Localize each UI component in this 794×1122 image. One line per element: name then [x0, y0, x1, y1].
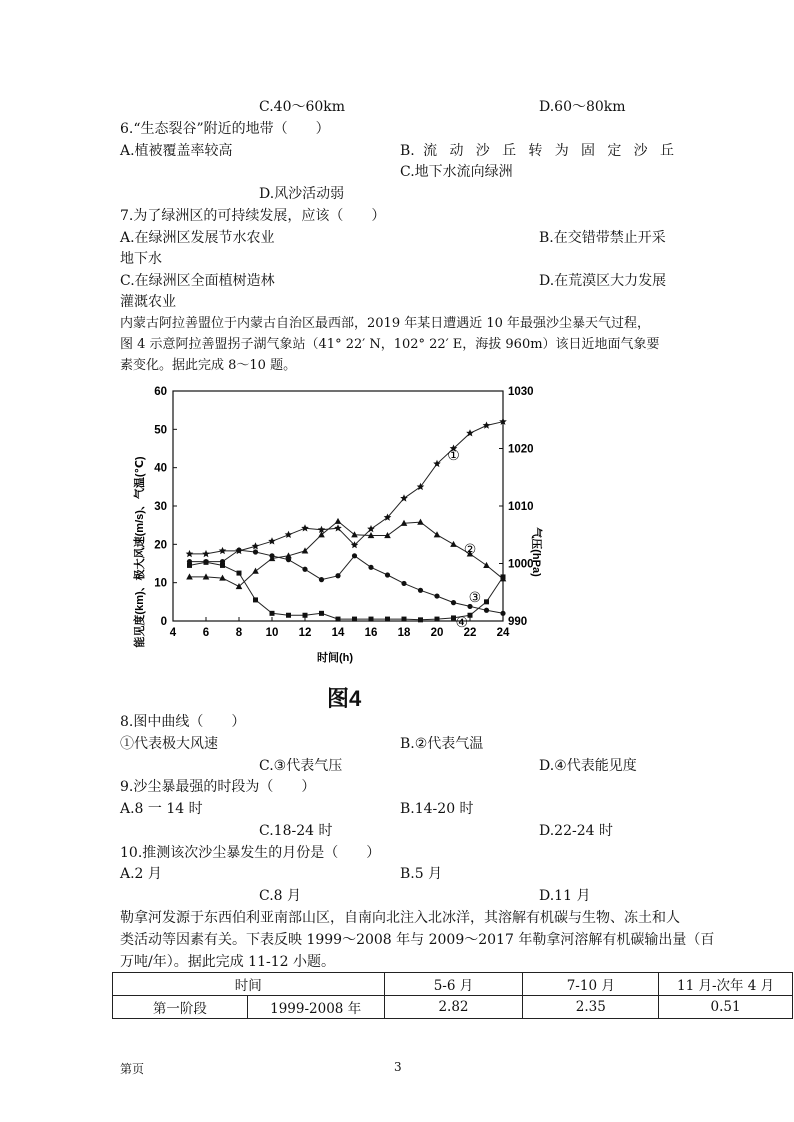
table-header-cell: 时间	[113, 973, 385, 996]
q8-option-d: D.④代表能见度	[539, 758, 637, 774]
doc-export-table	[112, 972, 793, 1019]
data-point	[270, 611, 275, 616]
y-tick-label: 0	[160, 616, 167, 628]
data-point	[335, 573, 340, 578]
data-point	[451, 600, 456, 605]
data-point	[252, 542, 260, 549]
y2-tick-label: 990	[508, 616, 528, 628]
footer-label: 第页	[120, 1062, 145, 1076]
q7-option-c: C.在绿洲区全面植树造林	[120, 273, 275, 289]
page-number: 3	[394, 1060, 402, 1074]
data-point	[435, 617, 440, 622]
data-point	[484, 608, 489, 613]
data-point	[400, 494, 408, 501]
data-point	[368, 565, 373, 570]
figure-caption: 图4	[327, 686, 362, 711]
q10-option-b: B.5 月	[400, 866, 443, 882]
q8-option-c: C.③代表气压	[259, 758, 343, 774]
intro-paragraph-line-3: 素变化。据此完成 8～10 题。	[120, 358, 297, 373]
x-tick-label: 20	[430, 627, 444, 639]
chart-series	[186, 418, 507, 630]
data-point	[253, 597, 258, 602]
q8-option-b: B.②代表气温	[400, 736, 484, 752]
series-circle	[187, 547, 506, 615]
data-point	[385, 617, 390, 622]
q5-option-d: D.60～80km	[539, 99, 626, 115]
x-tick-label: 24	[496, 627, 510, 639]
lena-paragraph-line-1: 勒拿河发源于东西伯利亚南部山区，自南向北注入北冰洋，其溶解有机碳与生物、冻土和人	[120, 910, 680, 926]
data-point	[501, 574, 506, 579]
data-point	[418, 617, 423, 622]
y-tick-label: 10	[154, 577, 167, 590]
q6-option-c: C.地下水流向绿洲	[400, 164, 513, 180]
data-point	[220, 563, 225, 568]
data-point	[402, 617, 407, 622]
lena-paragraph-line-2: 类活动等因素有关。下表反映 1999～2008 年与 2009～2017 年勒拿河溶解有机碳输出量（百	[120, 932, 715, 948]
series-line	[190, 550, 504, 613]
x-tick-label: 18	[397, 627, 411, 639]
data-point	[237, 571, 242, 576]
plot-frame	[173, 391, 503, 621]
table-header-row	[113, 973, 793, 996]
q10-option-c: C.8 月	[259, 888, 302, 904]
data-point	[450, 541, 457, 547]
data-point	[418, 588, 423, 593]
y-tick-label: 40	[154, 462, 167, 475]
data-point	[187, 563, 192, 568]
series-star	[186, 418, 507, 558]
y2-tick-label: 1010	[508, 501, 534, 513]
y2-axis-label: 气压(hPa)	[530, 527, 542, 577]
data-point	[286, 557, 291, 562]
q6-option-d: D.风沙活动弱	[259, 186, 345, 202]
data-point	[484, 599, 489, 604]
table-row	[113, 996, 793, 1019]
y-tick-label: 20	[154, 539, 167, 552]
q7-option-b: B.在交错带禁止开采	[539, 230, 666, 246]
data-point	[318, 531, 325, 537]
series-line	[190, 521, 504, 586]
table-cell: 2.82	[384, 996, 523, 1019]
q7-option-b-cont: 地下水	[120, 251, 162, 267]
x-tick-label: 16	[364, 627, 378, 639]
data-point	[434, 531, 441, 537]
series-label: ④	[455, 613, 469, 630]
data-point	[303, 613, 308, 618]
y2-tick-label: 1020	[508, 443, 534, 456]
data-point	[219, 547, 227, 554]
data-point	[483, 422, 491, 429]
q10-option-d: D.11 月	[539, 888, 591, 904]
data-point	[202, 550, 210, 557]
y-tick-label: 30	[154, 501, 167, 513]
table-cell: 第一阶段	[113, 996, 248, 1019]
y2-tick-label: 1030	[508, 386, 534, 398]
q5-option-c: C.40～60km	[259, 99, 346, 115]
data-point	[417, 519, 424, 525]
data-point	[351, 531, 358, 537]
q10-stem: 10.推测该次沙尘暴发生的月份是（ ）	[120, 845, 381, 861]
table-header-cell: 11 月-次年 4 月	[659, 973, 793, 996]
data-point	[186, 550, 194, 557]
x-tick-label: 6	[202, 627, 210, 639]
data-point	[253, 549, 258, 554]
table-header-cell: 5-6 月	[384, 973, 523, 996]
data-point	[301, 524, 309, 531]
q9-option-d: D.22-24 时	[539, 823, 613, 839]
data-point	[500, 611, 505, 616]
data-point	[352, 617, 357, 622]
q7-stem: 7.为了绿洲区的可持续发展，应该（ ）	[120, 208, 386, 224]
q9-option-c: C.18-24 时	[259, 823, 333, 839]
x-tick-label: 10	[265, 627, 279, 639]
data-point	[434, 593, 439, 598]
q7-option-a: A.在绿洲区发展节水农业	[120, 230, 275, 246]
data-point	[286, 613, 291, 618]
data-point	[285, 531, 293, 538]
q6-option-a: A.植被覆盖率较高	[120, 143, 233, 159]
q6-option-b: B. 流 动 沙 丘 转 为 固 定 沙 丘	[400, 143, 674, 159]
data-point	[319, 611, 324, 616]
series-label: ①	[447, 447, 460, 463]
data-point	[268, 537, 276, 544]
data-point	[335, 518, 342, 524]
y-tick-label: 60	[154, 386, 167, 398]
q8-stem: 8.图中曲线（ ）	[120, 714, 246, 730]
lena-paragraph-line-3: 万吨/年）。据此完成 11-12 小题。	[120, 954, 335, 970]
series-line	[190, 422, 504, 554]
q9-option-b: B.14-20 时	[400, 801, 474, 817]
weather-chart	[128, 380, 558, 670]
data-point	[468, 613, 473, 618]
series-label: ③	[468, 588, 482, 605]
y-tick-label: 50	[154, 424, 167, 437]
q9-stem: 9.沙尘暴最强的时段为（ ）	[120, 779, 316, 795]
x-tick-label: 14	[331, 627, 345, 639]
q6-stem: 6.“生态裂谷”附近的地带（ ）	[120, 121, 330, 137]
x-tick-label: 8	[235, 627, 243, 639]
x-tick-label: 4	[169, 627, 177, 639]
data-point	[483, 562, 490, 568]
data-point	[302, 567, 307, 572]
table-header-cell: 7-10 月	[523, 973, 659, 996]
y-axis-label: 能见度(km)、极大风速(m/s)、气温(℃)	[134, 456, 146, 648]
data-point	[352, 553, 357, 558]
data-point	[252, 568, 259, 574]
table-cell: 2.35	[523, 996, 659, 1019]
x-tick-label: 22	[463, 627, 477, 639]
x-tick-label: 12	[298, 627, 312, 639]
intro-paragraph-line-1: 内蒙古阿拉善盟位于内蒙古自治区最西部，2019 年某日遭遇近 10 年最强沙尘暴天气过程，	[120, 316, 651, 331]
data-point	[319, 577, 324, 582]
x-axis-label: 时间(h)	[316, 652, 354, 664]
table-cell: 0.51	[659, 996, 793, 1019]
data-point	[204, 560, 209, 565]
series-square	[187, 560, 506, 630]
series-label: ②	[463, 540, 477, 557]
data-point	[401, 581, 406, 586]
intro-paragraph-line-2: 图 4 示意阿拉善盟拐子湖气象站（41° 22′ N，102° 22′ E，海拔 960m）该日近地面气象要	[120, 337, 660, 352]
q9-option-a: A.8 一 14 时	[120, 801, 203, 817]
q10-option-a: A.2 月	[120, 866, 162, 882]
data-point	[385, 572, 390, 577]
data-point	[369, 617, 374, 622]
table-cell: 1999-2008 年	[247, 996, 384, 1019]
y2-tick-label: 1000	[508, 558, 534, 571]
data-point	[336, 617, 341, 622]
q8-option-a: ①代表极大风速	[120, 736, 218, 752]
q7-option-d: D.在荒漠区大力发展	[539, 273, 667, 289]
q7-option-d-cont: 灌溉农业	[120, 294, 176, 310]
data-point	[236, 547, 241, 552]
data-point	[269, 553, 274, 558]
